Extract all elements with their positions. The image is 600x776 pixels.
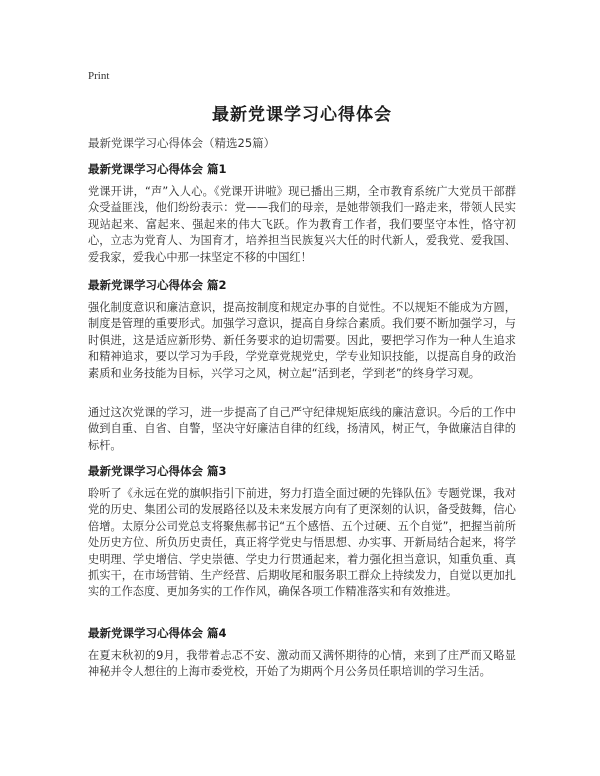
section-4-paragraph-1: 在夏末秋初的9月，我带着忐忑不安、激动而又满怀期待的心情，来到了庄严而又略显神秘并令人想往的上海市委党校，开始了为期两个月公务员任职培训的学习生活。 [88,649,516,679]
print-link[interactable]: Print [88,70,110,82]
document-subtitle: 最新党课学习心得体会（精选25篇） [88,136,276,150]
section-heading-4: 最新党课学习心得体会 篇4 [88,626,227,640]
page-title: 最新党课学习心得体会 [212,105,392,125]
section-3-paragraph-1: 聆听了《永远在党的旗帜指引下前进，努力打造全面过硬的先锋队伍》专题党课，我对党的历史、集团公司的发展路径以及未来发展方向有了更深刻的认识，备受鼓舞，信心倍增。太原分公司党总支将聚焦郝书记“五个感悟、五个过硬、五个自觉”，把握当前所处历史方位、所负历史责任，真正将学党史与悟思想、办实事、开新局结合起来，将学史明理、学史增信、学史崇德、学史力行贯通起来，着力强化担当意识，知重负重、真抓实干，在市场营销、生产经营、后期收尾和服务职工群众上持续发力，自觉以更加扎实的工作态度、更加务实的工作作风，确保各项工作精准落实和有效推进。 [88,487,516,599]
section-2-paragraph-1: 强化制度意识和廉洁意识，提高按制度和规定办事的自觉性。不以规矩不能成为方圆，制度是管理的重要形式。加强学习意识，提高自身综合素质。我们要不断加强学习，与时俱进，这是适应新形势、新任务要求的迫切需要。因此，要把学习作为一种人生追求和精神追求，要以学习为手段，学党章党规党史，学专业知识技能，以提高自身的政治素质和业务技能为目标，兴学习之风，树立起“活到老，学到老”的终身学习观。 [88,301,516,380]
section-heading-3: 最新党课学习心得体会 篇3 [88,464,227,478]
section-1-paragraph-1: 党课开讲，“声”入人心。《党课开讲啦》现已播出三期，全市教育系统广大党员干部群众受益匪浅，他们纷纷表示：党——我们的母亲，是她带领我们一路走来，带领人民实现站起来、富起来、强起来的伟大飞跃。作为教育工作者，我们要坚守本性，恪守初心，立志为党育人、为国育才，培养担当民族复兴大任的时代新人，爱我党、爱我国、爱我家，爱我心中那一抹坚定不移的中国红！ [88,185,516,264]
section-2-paragraph-2: 通过这次党课的学习，进一步提高了自己严守纪律规矩底线的廉洁意识。今后的工作中做到自重、自省、自警，坚决守好廉洁自律的红线，扬清风，树正气，争做廉洁自律的标杆。 [88,406,516,452]
section-heading-2: 最新党课学习心得体会 篇2 [88,278,227,292]
section-heading-1: 最新党课学习心得体会 篇1 [88,162,227,176]
